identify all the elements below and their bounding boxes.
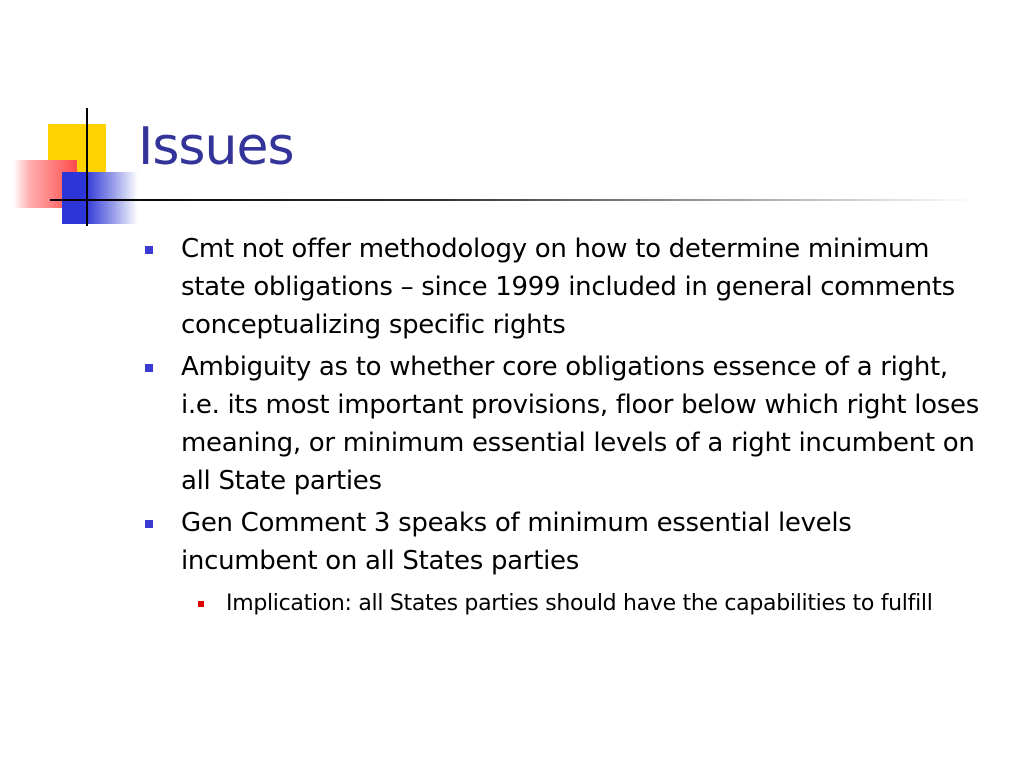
bullet-square-icon	[145, 364, 153, 372]
logo-blue-square	[62, 172, 138, 224]
bullet-item	[181, 230, 989, 344]
bullet-square-icon	[145, 520, 153, 528]
sub-bullet-item	[226, 590, 996, 618]
template-logo-icon	[0, 0, 150, 240]
slide-body	[0, 230, 1024, 618]
title-divider	[86, 199, 976, 201]
sub-bullet-text: Implication: all States parties should have the capabilities to fulfill	[226, 591, 933, 616]
bullet-square-icon	[145, 246, 153, 254]
bullet-item	[181, 504, 989, 580]
sub-bullet-square-icon	[198, 601, 204, 607]
bullet-item	[181, 348, 989, 500]
bullet-text: Gen Comment 3 speaks of minimum essential levels incumbent on all States parties	[181, 508, 852, 576]
logo-vertical-line	[86, 108, 88, 226]
bullet-text: Ambiguity as to whether core obligations essence of a right, i.e. its most important provisions, floor below which right loses meaning, or minimum essential levels of a right incumbent on all State parties	[181, 352, 979, 496]
slide-title: Issues	[138, 117, 294, 177]
bullet-text: Cmt not offer methodology on how to determine minimum state obligations – since 1999 included in general comments conceptualizing specific rights	[181, 234, 955, 340]
